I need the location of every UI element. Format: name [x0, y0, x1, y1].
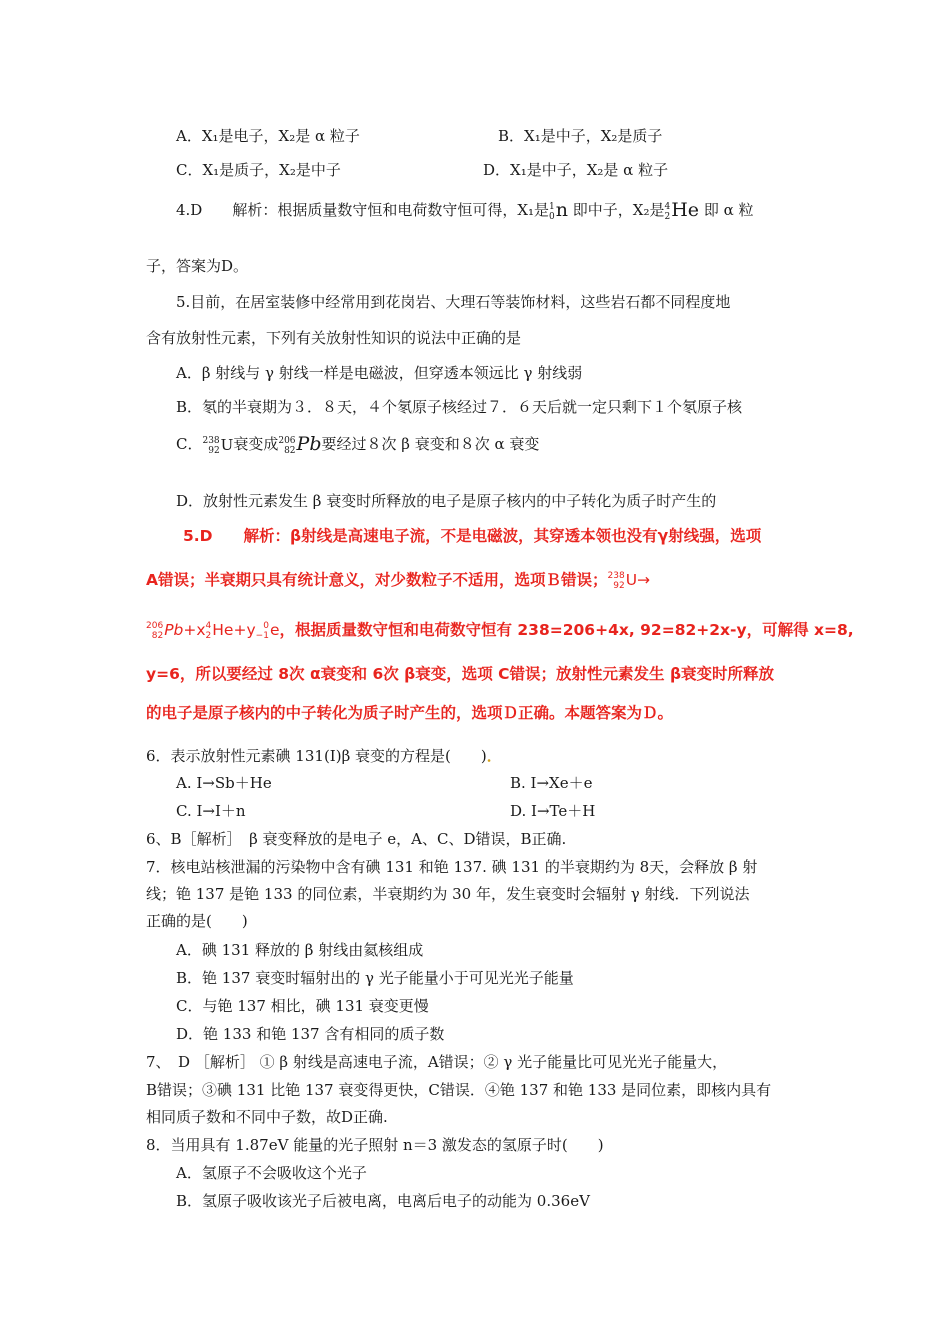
answer-lead-symbol	[146, 620, 183, 641]
q7-answer-line3: 相同质子数和不同中子数，故D正确.	[146, 1108, 388, 1126]
q4-option-d: D．X₁是中子，X₂是 α 粒子	[483, 161, 669, 179]
answer-uranium-letter: U→	[625, 571, 651, 590]
q6-stem-text: 6．表示放射性元素碘 131(I)β 衰变的方程是( )	[146, 747, 487, 765]
q7-stem-line1: 7．核电站核泄漏的污染物中含有碘 131 和铯 137. 碘 131 的半衰期约为 8天，会释放 β 射	[146, 858, 758, 876]
q5-answer-line3-text: ，根据质量数守恒和电荷数守恒有 238=206+4x, 92=82+2x-y，可解得 x=8,	[279, 621, 854, 639]
q5-answer-line1: 5.D 解析：β射线是高速电子流，不是电磁波，其穿透本领也没有γ射线强，选项	[183, 527, 762, 545]
answer-electron-symbol	[256, 620, 280, 641]
q5-stem-line1: 5.目前，在居室装修中经常用到花岗岩、大理石等装饰材料，这些岩石都不同程度地	[176, 293, 731, 311]
uranium-mass: 238	[202, 435, 220, 446]
q6-stem	[146, 746, 502, 766]
q4-answer-mid: 即中子，X₂是	[568, 201, 665, 219]
helium-letters: He	[671, 199, 700, 221]
lead-letters: Pb	[296, 433, 322, 455]
answer-electron-mass: 0	[263, 620, 269, 631]
q6-option-a: A. I→Sb＋He	[176, 774, 272, 792]
answer-helium-symbol	[206, 620, 234, 641]
q7-answer-line2: B错误；③碘 131 比铯 137 衰变得更快，C错误．④铯 137 和铯 133 是同位素，即核内具有	[146, 1081, 772, 1099]
q7-answer-line1: 7、 D ［解析］ ① β 射线是高速电子流，A错误；② γ 光子能量比可见光光子能量大，	[146, 1053, 728, 1071]
helium-charge: 2	[664, 212, 671, 222]
q7-option-c: C．与铯 137 相比，碘 131 衰变更慢	[176, 997, 429, 1015]
q5-option-c-post: 要经过８次 β 衰变和８次 α 衰变	[321, 435, 540, 453]
q5-answer-line5: 的电子是原子核内的中子转化为质子时产生的，选项Ｄ正确。本题答案为Ｄ。	[146, 704, 674, 722]
q5-option-b: B．氡的半衰期为３．８天，４个氡原子核经过７．６天后就一定只剩下１个氡原子核	[176, 398, 743, 416]
q5-answer-line4: y=6，所以要经过 8次 α衰变和 6次 β衰变，选项 C错误；放射性元素发生 β衰变时所释放	[146, 665, 775, 683]
q7-stem-line2: 线；铯 137 是铯 133 的同位素，半衰期约为 30 年，发生衰变时会辐射 γ 射线．下列说法	[146, 885, 750, 903]
q6-option-c: C. I→I＋n	[176, 802, 246, 820]
uranium-charge: 92	[208, 445, 220, 456]
helium-symbol	[665, 200, 700, 222]
q5-option-a: A．β 射线与 γ 射线一样是电磁波，但穿透本领远比 γ 射线弱	[176, 364, 583, 382]
q8-option-a: A．氢原子不会吸收这个光子	[176, 1164, 367, 1182]
q5-option-c	[176, 434, 539, 456]
q7-option-b: B．铯 137 衰变时辐射出的 γ 光子能量小于可见光光子能量	[176, 969, 574, 987]
q7-stem-line3: 正确的是( )	[146, 912, 248, 930]
lead-mass: 206	[278, 436, 296, 446]
q8-stem: 8．当用具有 1.87eV 能量的光子照射 n＝3 激发态的氢原子时( )	[146, 1136, 604, 1154]
q4-option-b: B．X₁是中子，X₂是质子	[498, 127, 663, 145]
q4-answer-line2: 子，答案为D。	[146, 257, 249, 275]
answer-uranium-charge: 92	[613, 580, 625, 591]
lead-symbol	[278, 434, 321, 456]
answer-helium-charge: 2	[205, 630, 212, 641]
lead-charge: 82	[284, 446, 296, 456]
answer-electron-charge: −1	[255, 630, 269, 641]
q5-stem-line2: 含有放射性元素，下列有关放射性知识的说法中正确的是	[146, 329, 522, 347]
answer-lead-letters: Pb	[164, 621, 184, 640]
q4-answer-post: 即 α 粒	[699, 201, 754, 219]
answer-electron-letter: e	[269, 621, 280, 640]
helium-mass: 4	[664, 202, 671, 212]
answer-uranium-mass: 238	[607, 570, 625, 581]
q5-answer-line2-text: A错误；半衰期只具有统计意义，对少数粒子不适用，选项Ｂ错误；	[146, 571, 608, 589]
neutron-letter: n	[555, 199, 569, 221]
q6-option-b: B. I→Xe＋e	[510, 774, 593, 792]
q6-option-d: D. I→Te＋H	[510, 802, 596, 820]
answer-helium-mass: 4	[205, 620, 212, 631]
uranium-letter: U	[220, 435, 234, 454]
q7-option-d: D．铯 133 和铯 137 含有相同的质子数	[176, 1025, 445, 1043]
q5-answer-line3	[146, 620, 854, 641]
q5-option-c-prefix: C．	[176, 435, 203, 453]
neutron-mass: 1	[549, 202, 555, 212]
answer-plus-x: +x	[183, 621, 206, 639]
q4-answer-line1	[176, 200, 754, 222]
q5-option-c-mid: 衰变成	[233, 435, 279, 453]
q4-option-a: A．X₁是电子，X₂是 α 粒子	[176, 127, 360, 145]
q5-option-d: D．放射性元素发生 β 衰变时所释放的电子是原子核内的中子转化为质子时产生的	[176, 492, 717, 510]
q6-answer: 6、B［解析］ β 衰变释放的是电子 e，A、C、D错误，B正确.	[146, 830, 567, 848]
answer-plus-y: +y	[233, 621, 256, 639]
uranium-symbol	[202, 435, 233, 456]
q5-answer-line2	[146, 570, 650, 591]
q8-option-b: B．氢原子吸收该光子后被电离，电离后电子的动能为 0.36eV	[176, 1192, 590, 1210]
answer-uranium-symbol	[608, 570, 651, 591]
answer-lead-charge: 82	[151, 630, 164, 641]
q4-option-c: C．X₁是质子，X₂是中子	[176, 161, 341, 179]
q6-stem-dot: ．	[486, 747, 502, 765]
neutron-symbol	[549, 200, 568, 222]
answer-lead-mass: 206	[146, 620, 164, 631]
neutron-charge: 0	[549, 212, 555, 222]
q4-answer-prefix: 4.D 解析：根据质量数守恒和电荷数守恒可得，X₁是	[176, 201, 550, 219]
q7-option-a: A．碘 131 释放的 β 射线由氦核组成	[176, 941, 424, 959]
answer-helium-letters: He	[212, 621, 234, 640]
